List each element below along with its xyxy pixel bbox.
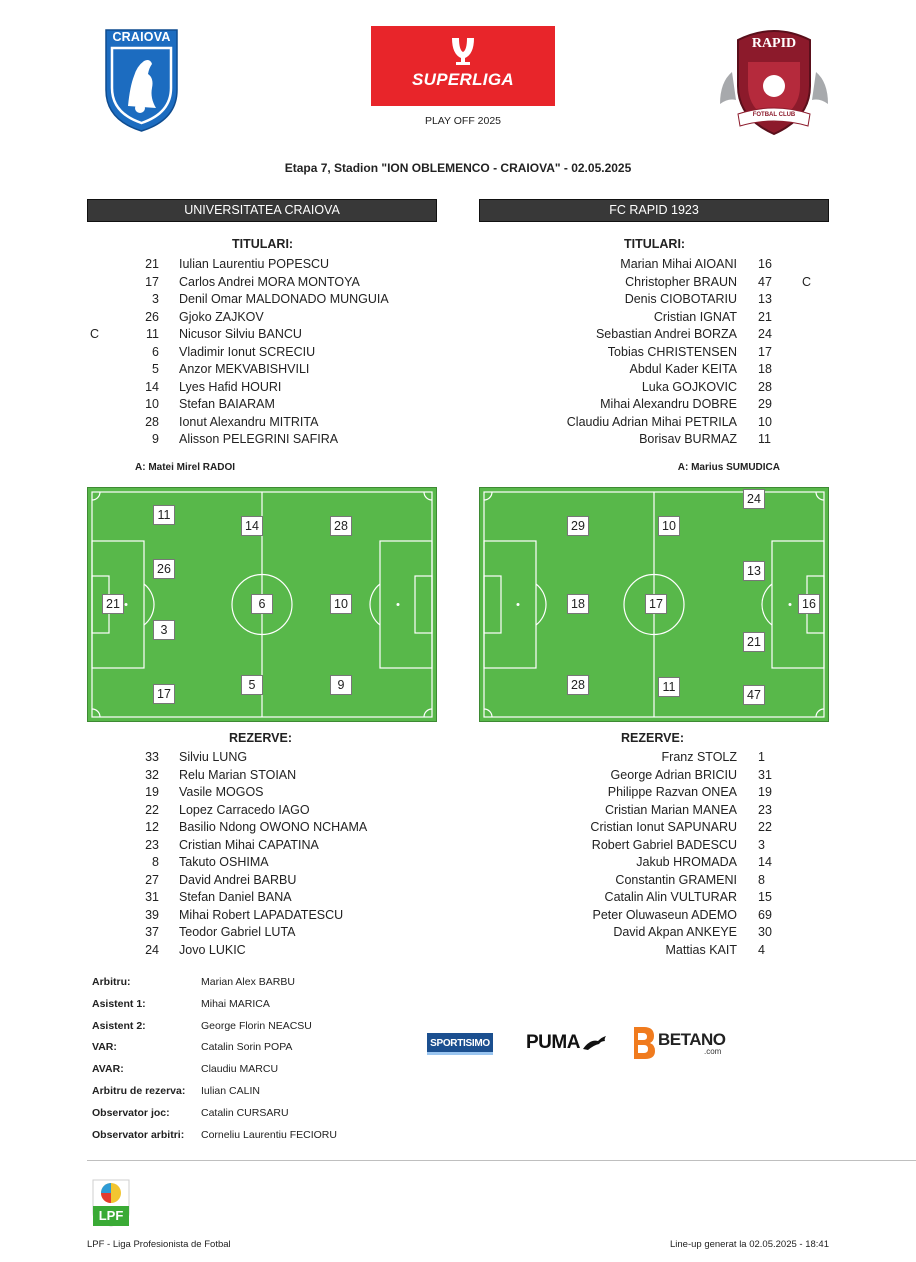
player-number: 19: [145, 785, 159, 799]
player-row: [0, 942, 916, 959]
superliga-logo: [371, 26, 555, 106]
position-marker: 28: [330, 516, 352, 536]
position-marker: 14: [241, 516, 263, 536]
superliga-text: SUPERLIGA: [412, 70, 514, 89]
player-row: [0, 379, 916, 396]
player-name: Vasile MOGOS: [179, 785, 264, 799]
betano-logo: [628, 1025, 726, 1061]
player-number: 3: [152, 292, 159, 306]
rapid-badge-subtext: FOTBAL CLUB: [752, 112, 796, 118]
puma-cat-icon: [582, 1035, 608, 1051]
player-name: Luka GOJKOVIC: [641, 379, 737, 394]
footer-organization: LPF - Liga Profesionista de Fotbal: [87, 1239, 231, 1250]
position-marker: 28: [567, 675, 589, 695]
official-name: Corneliu Laurentiu FECIORU: [201, 1128, 337, 1141]
player-name: Ionut Alexandru MITRITA: [179, 414, 319, 429]
player-name: Christopher BRAUN: [625, 274, 737, 289]
player-number: 16: [758, 257, 772, 271]
player-name: Borisav BURMAZ: [639, 432, 737, 446]
official-name: Mihai MARICA: [201, 997, 270, 1010]
player-name: Stefan BAIARAM: [179, 397, 275, 411]
player-number: 3: [758, 837, 765, 852]
home-starters-title: TITULARI:: [232, 237, 294, 251]
player-number: 19: [758, 785, 772, 799]
player-row: [0, 924, 916, 941]
player-row: [0, 414, 916, 431]
player-name: Tobias CHRISTENSEN: [607, 344, 737, 359]
player-number: 1: [758, 750, 765, 764]
position-marker: 13: [743, 561, 765, 581]
player-name: Constantin GRAMENI: [615, 872, 737, 887]
player-row: [0, 344, 916, 361]
position-marker: 17: [153, 684, 175, 704]
position-marker: 16: [798, 594, 820, 614]
player-name: Gjoko ZAJKOV: [179, 309, 264, 324]
player-name: Mihai Alexandru DOBRE: [600, 397, 737, 411]
position-marker: 9: [330, 675, 352, 695]
player-number: 31: [145, 890, 159, 904]
player-name: Peter Oluwaseun ADEMO: [592, 907, 737, 922]
match-title: Etapa 7, Stadion "ION OBLEMENCO - CRAIOVA" - 02.05.2025: [284, 161, 632, 175]
player-row: [0, 767, 916, 784]
player-number: 24: [145, 942, 159, 957]
player-name: David Andrei BARBU: [179, 872, 297, 887]
player-number: 18: [758, 362, 772, 376]
player-name: Lopez Carracedo IAGO: [179, 802, 310, 817]
rapid-badge: [718, 26, 830, 136]
player-name: Carlos Andrei MORA MONTOYA: [179, 274, 360, 289]
player-name: Denil Omar MALDONADO MUNGUIA: [179, 292, 389, 306]
player-row: [0, 872, 916, 889]
official-name: Marian Alex BARBU: [201, 976, 295, 988]
away-starters-title: TITULARI:: [624, 237, 686, 251]
player-row: [0, 326, 916, 343]
player-name: Silviu LUNG: [179, 750, 248, 764]
position-marker: 18: [567, 594, 589, 614]
home-team-name: UNIVERSITATEA CRAIOVA: [87, 199, 437, 222]
position-marker: 5: [241, 675, 263, 695]
player-number: 8: [152, 855, 159, 869]
official-name: Iulian CALIN: [201, 1085, 260, 1097]
position-marker: 10: [658, 516, 680, 536]
player-name: Claudiu Adrian Mihai PETRILA: [566, 414, 737, 429]
player-name: Alisson PELEGRINI SAFIRA: [179, 432, 339, 446]
player-name: Catalin Alin VULTURAR: [604, 890, 737, 904]
player-number: 28: [758, 379, 772, 394]
player-number: 11: [758, 432, 771, 446]
player-number: 30: [758, 925, 772, 939]
player-row: [0, 396, 916, 413]
position-marker: 11: [153, 505, 175, 525]
player-name: Cristian Ionut SAPUNARU: [590, 820, 737, 834]
puma-text: PUMA: [526, 1032, 580, 1053]
player-number: 21: [145, 257, 159, 271]
official-role: Observator arbitri:: [92, 1128, 185, 1141]
player-number: 33: [145, 750, 159, 764]
competition-stage: PLAY OFF 2025: [424, 115, 502, 127]
player-name: Basilio Ndong OWONO NCHAMA: [179, 820, 368, 834]
player-number: 17: [758, 344, 772, 359]
puma-logo: [526, 1032, 608, 1054]
player-name: Robert Gabriel BADESCU: [591, 837, 737, 852]
player-name: Cristian Marian MANEA: [605, 802, 737, 817]
player-number: 5: [152, 362, 159, 376]
player-number: 29: [758, 397, 772, 411]
player-name: Abdul Kader KEITA: [629, 362, 737, 376]
player-row: [0, 361, 916, 378]
player-number: 21: [758, 309, 772, 324]
official-name: Catalin CURSARU: [201, 1106, 289, 1119]
official-name: Catalin Sorin POPA: [201, 1041, 293, 1054]
player-row: [0, 854, 916, 871]
player-name: Teodor Gabriel LUTA: [179, 925, 296, 939]
trophy-icon: [450, 36, 476, 66]
player-name: Denis CIOBOTARIU: [624, 292, 737, 306]
captain-mark: C: [802, 274, 812, 289]
player-number: 11: [146, 327, 159, 341]
away-coach: A: Marius SUMUDICA: [677, 462, 780, 473]
official-role: Observator joc:: [92, 1106, 170, 1119]
craiova-badge-text: CRAIOVA: [112, 30, 171, 44]
player-number: 4: [758, 942, 765, 957]
lpf-logo-text: LPF: [98, 1208, 124, 1223]
player-number: 32: [145, 767, 159, 782]
player-number: 37: [145, 925, 159, 939]
player-row: [0, 309, 916, 326]
player-row: [0, 819, 916, 836]
away-team-name: FC RAPID 1923: [479, 199, 829, 222]
player-name: Mihai Robert LAPADATESCU: [179, 907, 344, 922]
player-number: 9: [152, 432, 159, 446]
player-row: [0, 837, 916, 854]
player-row: [0, 784, 916, 801]
player-row: [0, 274, 916, 291]
player-number: 24: [758, 327, 772, 341]
player-number: 10: [758, 414, 772, 429]
official-role: Asistent 2:: [92, 1019, 146, 1032]
player-name: Marian Mihai AIOANI: [620, 257, 737, 271]
footer-generated-time: Line-up generat la 02.05.2025 - 18:41: [670, 1239, 829, 1250]
away-subs-title: REZERVE:: [621, 731, 684, 745]
footer-separator: [87, 1160, 916, 1161]
player-number: 17: [145, 274, 159, 289]
player-name: Philippe Razvan ONEA: [607, 785, 737, 799]
player-number: 23: [145, 837, 159, 852]
player-number: 23: [758, 802, 772, 817]
lpf-logo: [92, 1179, 130, 1227]
betano-com-text: .com: [704, 1047, 722, 1056]
position-marker: 29: [567, 516, 589, 536]
player-name: David Akpan ANKEYE: [613, 925, 737, 939]
player-number: 10: [145, 397, 159, 411]
official-role: Asistent 1:: [92, 997, 146, 1010]
home-coach: A: Matei Mirel RADOI: [135, 462, 236, 473]
player-row: [0, 749, 916, 766]
player-number: 69: [758, 907, 772, 922]
player-name: Sebastian Andrei BORZA: [595, 327, 737, 341]
player-number: 26: [145, 309, 159, 324]
player-row: [0, 256, 916, 273]
betano-icon: [628, 1025, 656, 1061]
player-number: 47: [758, 274, 772, 289]
player-name: Franz STOLZ: [661, 750, 737, 764]
official-name: Claudiu MARCU: [201, 1063, 279, 1076]
player-row: [0, 291, 916, 308]
official-role: VAR:: [92, 1041, 117, 1054]
away-pitch: [479, 487, 829, 722]
position-marker: 10: [330, 594, 352, 614]
player-number: 13: [758, 292, 772, 306]
rapid-badge-text: RAPID: [751, 36, 797, 51]
player-name: Relu Marian STOIAN: [179, 767, 297, 782]
player-name: Mattias KAIT: [665, 942, 737, 957]
player-number: 28: [145, 414, 159, 429]
position-marker: 21: [743, 632, 765, 652]
player-number: 22: [758, 820, 772, 834]
player-number: 27: [145, 872, 159, 887]
player-number: 22: [145, 802, 159, 817]
player-row: [0, 802, 916, 819]
player-name: Cristian IGNAT: [653, 309, 737, 324]
official-role: AVAR:: [92, 1063, 124, 1076]
player-name: George Adrian BRICIU: [610, 767, 737, 782]
position-marker: 21: [102, 594, 124, 614]
sportisimo-logo: SPORTISIMO: [427, 1033, 493, 1055]
player-number: 39: [145, 907, 159, 922]
player-name: Takuto OSHIMA: [179, 855, 269, 869]
player-row: [0, 907, 916, 924]
player-name: Iulian Laurentiu POPESCU: [179, 257, 330, 271]
player-name: Stefan Daniel BANA: [179, 890, 292, 904]
player-row: [0, 889, 916, 906]
position-marker: 6: [251, 594, 273, 614]
player-number: 15: [758, 890, 772, 904]
betano-text: BETANO: [658, 1030, 726, 1049]
player-number: 6: [152, 344, 159, 359]
position-marker: 26: [153, 559, 175, 579]
home-pitch: [87, 487, 437, 722]
position-marker: 3: [153, 620, 175, 640]
official-role: Arbitru de rezerva:: [92, 1085, 186, 1097]
player-name: Anzor MEKVABISHVILI: [179, 362, 310, 376]
official-role: Arbitru:: [92, 976, 131, 988]
craiova-badge: [104, 28, 179, 133]
player-name: Nicusor Silviu BANCU: [179, 327, 302, 341]
captain-mark: C: [90, 327, 100, 341]
player-name: Jovo LUKIC: [179, 942, 246, 957]
position-marker: 11: [658, 677, 680, 697]
position-marker: 17: [645, 594, 667, 614]
home-subs-title: REZERVE:: [229, 731, 292, 745]
official-name: George Florin NEACSU: [201, 1019, 312, 1032]
player-number: 12: [145, 820, 159, 834]
player-name: Lyes Hafid HOURI: [179, 379, 282, 394]
player-number: 14: [758, 855, 772, 869]
player-row: [0, 431, 916, 448]
player-name: Cristian Mihai CAPATINA: [179, 837, 319, 852]
player-number: 14: [145, 379, 159, 394]
position-marker: 24: [743, 489, 765, 509]
position-marker: 47: [743, 685, 765, 705]
player-name: Jakub HROMADA: [636, 855, 737, 869]
player-number: 8: [758, 872, 765, 887]
player-name: Vladimir Ionut SCRECIU: [179, 344, 316, 359]
player-number: 31: [758, 767, 772, 782]
